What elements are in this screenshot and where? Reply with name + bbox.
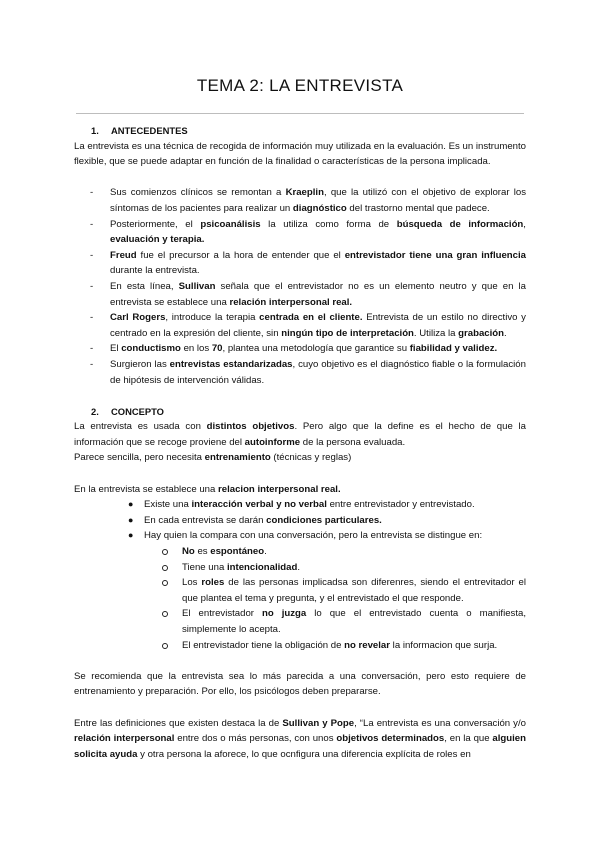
- list-item: [74, 341, 526, 357]
- bullet-marker: ●: [128, 530, 134, 541]
- text-run: Entre las definiciones que existen destaca la de: [74, 717, 283, 729]
- text-run: , que la utilizó con el objetivo de explorar los síntomas de los pacientes para realizar un: [110, 187, 526, 214]
- bold-text-run: espontáneo: [210, 546, 265, 558]
- bold-text-run: objetivos determinados: [336, 733, 445, 745]
- section-heading-antecedentes: [74, 123, 526, 139]
- circle-bullet-icon: [162, 611, 168, 617]
- text-run: En la entrevista se establece una: [74, 483, 218, 495]
- bold-text-run: roles: [201, 577, 225, 589]
- bold-text-run: condiciones particulares.: [266, 514, 382, 526]
- bold-text-run: intencionalidad: [226, 561, 298, 573]
- circle-bullet-icon: [162, 643, 168, 649]
- circle-bullet-icon: [162, 549, 168, 555]
- text-run: lo que el entrevistado cuenta o manifiesta, simplemente lo acepta.: [182, 608, 526, 635]
- concepto-paragraph-1: [74, 419, 526, 450]
- list-item: [74, 513, 526, 529]
- text-run: fue el precursor a la hora de entender que el: [136, 249, 345, 261]
- text-run: El: [110, 343, 122, 355]
- bold-text-run: centrada en el cliente.: [259, 312, 363, 324]
- concepto-bullet-list: [74, 497, 526, 653]
- bold-text-run: Kraeplin: [285, 187, 324, 199]
- bold-text-run: interacción verbal y no verbal: [191, 499, 327, 511]
- dash-marker: -: [90, 312, 94, 324]
- text-run: Entrevista de un estilo no directivo y centrado en la expresión del cliente, sin: [110, 312, 526, 339]
- bold-text-run: no juzga: [262, 608, 307, 620]
- page-title: TEMA 2: LA ENTREVISTA: [196, 76, 404, 95]
- title-divider: [76, 113, 524, 114]
- text-run: y otra persona la aforece, lo que ocnfigura una diferencia explícita de roles en: [137, 748, 471, 760]
- text-run: Los: [182, 577, 202, 589]
- text-run: Tiene una: [182, 561, 227, 573]
- sub-list-item: [74, 606, 526, 637]
- bold-text-run: alguien solicita ayuda: [74, 733, 527, 760]
- bold-text-run: ningún tipo de interpretación: [281, 327, 414, 339]
- text-run: en los: [180, 343, 212, 355]
- bold-text-run: Carl Rogers: [110, 312, 166, 324]
- bold-text-run: diagnóstico: [292, 202, 347, 214]
- text-run: El entrevistador: [182, 608, 262, 620]
- sub-list-item: [74, 638, 526, 654]
- list-item: [74, 248, 526, 279]
- bold-text-run: entrevistador tiene una gran influencia: [344, 249, 527, 261]
- bold-text-run: evaluación y terapia.: [110, 234, 205, 246]
- bold-text-run: 70: [211, 343, 223, 355]
- bold-text-run: relación interpersonal real.: [229, 296, 353, 308]
- text-run: la utiliza como forma de: [260, 218, 397, 230]
- circle-bullet-icon: [162, 565, 168, 571]
- text-run: Parece sencilla, pero necesita: [74, 452, 205, 464]
- concepto-paragraph-3: [74, 482, 526, 498]
- dash-marker: -: [90, 358, 94, 370]
- text-run: Hay quien la compara con una conversación, pero la entrevista se distingue en:: [144, 530, 483, 542]
- text-run: ,: [523, 218, 526, 230]
- bold-text-run: no revelar: [344, 639, 391, 651]
- text-run: La entrevista es usada con: [74, 421, 207, 433]
- text-run: señala que el entrevistador no es un elemento neutro y que en la entrevista se establece una: [110, 280, 526, 308]
- text-run: entre entrevistador y entrevistado.: [326, 499, 475, 511]
- bullet-marker: ●: [128, 514, 134, 525]
- text-run: , en la que: [444, 733, 493, 745]
- concepto-paragraph-2: [74, 450, 526, 466]
- dash-marker: -: [90, 343, 94, 355]
- list-item: [74, 497, 526, 513]
- text-run: . Pero algo que la define es el hecho de que la información que se recoge proviene del: [74, 421, 526, 448]
- text-run: . Utiliza la: [413, 327, 459, 339]
- section-heading-concepto: [74, 404, 526, 420]
- text-run: Posteriormente, el: [110, 218, 201, 230]
- text-run: durante la entrevista.: [110, 265, 200, 277]
- text-run: .: [264, 546, 267, 558]
- text-run: Surgieron las: [110, 358, 170, 370]
- text-run: , cuyo objetivo es el diagnóstico fiable o la formulación de hipótesis de intervención válidas.: [110, 358, 526, 386]
- bold-text-run: distintos objetivos: [206, 421, 295, 433]
- text-run: entre dos o más personas, con unos: [174, 733, 337, 745]
- text-run: En cada entrevista se darán: [144, 514, 267, 526]
- text-run: es: [194, 546, 211, 558]
- bullet-marker: ●: [128, 499, 134, 510]
- bold-text-run: psicoanálisis: [200, 218, 261, 230]
- dash-marker: -: [90, 218, 94, 230]
- section-label: CONCEPTO: [111, 405, 164, 417]
- circle-bullet-icon: [162, 580, 168, 586]
- concepto-paragraph-5: [74, 716, 526, 763]
- antecedentes-list: [74, 185, 526, 388]
- text-run: , introduce la terapia: [165, 312, 260, 324]
- text-run: la informacion que surja.: [390, 639, 498, 651]
- concepto-paragraph-4: Se recomienda que la entrevista sea lo más parecida a una conversación, pero esto requiere de entrenamiento y preparación. Por ello, los psicólogos deben prepararse.: [74, 670, 526, 698]
- bold-text-run: relación interpersonal: [74, 733, 175, 745]
- text-run: (técnicas y reglas): [270, 452, 352, 464]
- section-number: 2.: [91, 405, 99, 417]
- bold-text-run: búsqueda de información: [396, 218, 524, 230]
- text-run: Sus comienzos clínicos se remontan a: [110, 187, 286, 199]
- bold-text-run: grabación: [458, 327, 505, 339]
- bold-text-run: Sullivan y Pope: [282, 717, 355, 729]
- list-item: [74, 310, 526, 341]
- text-run: , plantea una metodología que garantice su: [222, 343, 410, 355]
- text-run: de la persona evaluada.: [300, 436, 406, 448]
- list-item: [74, 357, 526, 388]
- dash-marker: -: [90, 187, 94, 199]
- list-item: [74, 185, 526, 216]
- antecedentes-intro: La entrevista es una técnica de recogida de información muy utilizada en la evaluación. Es un instrumento flexible, que se puede adaptar en función de la finalidad o características de la persona implicada.: [74, 140, 526, 168]
- bold-text-run: Freud: [110, 249, 137, 261]
- list-item: [74, 279, 526, 310]
- text-run: .: [297, 561, 301, 573]
- bold-text-run: entrenamiento: [204, 452, 271, 464]
- dash-marker: -: [90, 249, 94, 261]
- text-run: En esta línea,: [110, 280, 179, 292]
- document-body: [74, 123, 526, 762]
- text-run: Existe una: [144, 499, 192, 511]
- text-run: El entrevistador tiene la obligación de: [182, 639, 345, 651]
- bold-text-run: entrevistas estandarizadas: [169, 358, 293, 370]
- bold-text-run: conductismo: [121, 343, 181, 355]
- section-number: 1.: [91, 125, 99, 136]
- bold-text-run: autoinforme: [244, 436, 301, 448]
- sub-list-item: [74, 560, 526, 576]
- dash-marker: -: [90, 280, 94, 292]
- text-run: de las personas implicadsa son diferenres, siendo el entrevitador el que plantea el tema y pregunta, y el entrevistado el que responde.: [182, 577, 526, 604]
- list-item: [74, 217, 526, 248]
- text-run: del trastorno mental que padece.: [346, 202, 490, 214]
- list-item: [74, 528, 526, 653]
- sub-list-item: [74, 575, 526, 606]
- bold-text-run: No: [182, 546, 195, 558]
- text-run: , “La entrevista es una conversación y/o: [354, 717, 526, 729]
- section-label: ANTECEDENTES: [111, 125, 188, 136]
- bold-text-run: relacion interpersonal real.: [218, 483, 341, 495]
- concepto-sub-list: [74, 544, 526, 653]
- bold-text-run: fiabilidad y validez.: [409, 343, 498, 355]
- text-run: .: [504, 327, 507, 339]
- bold-text-run: Sullivan: [178, 280, 216, 292]
- sub-list-item: [74, 544, 526, 560]
